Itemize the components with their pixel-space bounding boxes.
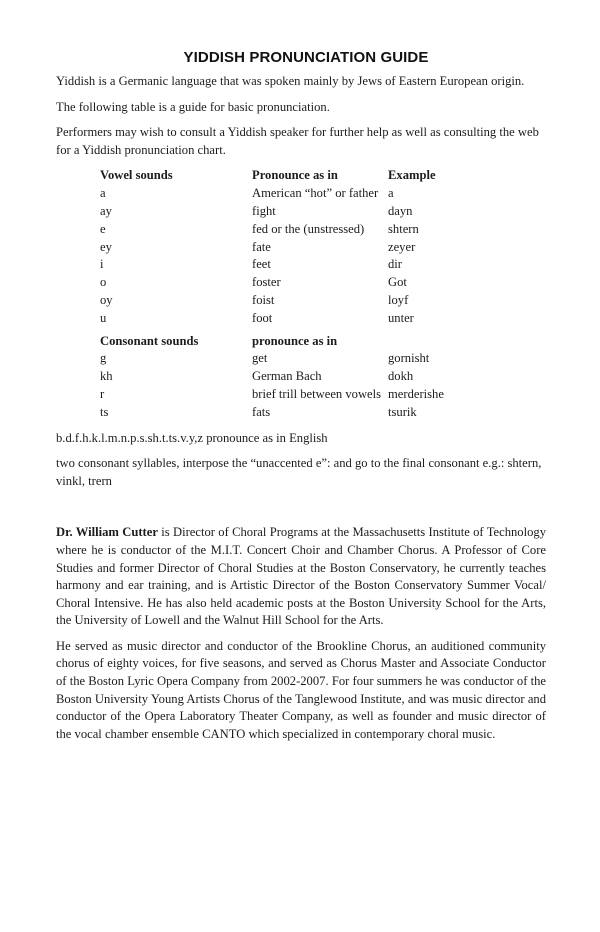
pronounce-cell: fed or the (unstressed) xyxy=(252,221,365,236)
sound-cell: ey xyxy=(100,239,112,254)
table-row xyxy=(100,239,498,257)
pronounce-cell: feet xyxy=(252,257,271,272)
sound-cell: r xyxy=(100,386,105,401)
note-paragraph: b.d.f.h.k.l.m.n.p.s.sh.t.ts.v.y,z pronounce as in English xyxy=(56,430,328,445)
example-cell: a xyxy=(388,186,394,201)
example-cell: dokh xyxy=(388,369,414,384)
page-title: YIDDISH PRONUNCIATION GUIDE xyxy=(183,49,429,66)
intro-paragraph: Yiddish is a Germanic language that was spoken mainly by Jews of Eastern European origin. xyxy=(56,74,525,88)
table-row xyxy=(100,221,498,239)
bio-text: is Director of Choral Programs at the Massachusetts Institute of Technology where he is conductor of the M.I.T. Concert Choir and Chamber Chorus. A Professor of Core Studies and former Director of Choral Studies at the Boston Conservatory, he currently teaches harmony and ear training, and is Artistic Director of the Boston Conservatory Summer Vocal/ Choral Intensive. He has also held academic posts at the Boston University School for the Arts, the University of Lowell and the Walnut Hill School for the Arts. xyxy=(56,525,546,628)
table-row xyxy=(100,404,498,422)
table-row xyxy=(100,350,498,368)
sound-cell: u xyxy=(100,310,107,325)
intro-paragraph: Performers may wish to consult a Yiddish speaker for further help as well as consulting the web for a Yiddish pronunciation chart. xyxy=(56,125,539,157)
pronounce-cell: brief trill between vowels xyxy=(252,386,382,401)
column-header: pronounce as in xyxy=(252,333,338,348)
pronounce-cell: get xyxy=(252,351,268,366)
sound-cell: i xyxy=(100,257,104,272)
note-paragraph: two consonant syllables, interpose the “unaccented e”: and go to the final consonant e.g.: shtern, vinkl, trern xyxy=(56,456,542,488)
column-header: Vowel sounds xyxy=(100,168,173,183)
pronounce-cell: fate xyxy=(252,239,271,254)
table-row xyxy=(100,310,498,328)
sound-cell: ay xyxy=(100,203,112,218)
example-cell: dir xyxy=(388,257,402,272)
table-row xyxy=(100,185,498,203)
pronounce-cell: fats xyxy=(252,404,271,419)
column-header: Example xyxy=(388,168,436,183)
example-cell: zeyer xyxy=(388,239,416,254)
vowel-header-row xyxy=(100,167,498,185)
intro-paragraph: The following table is a guide for basic pronunciation. xyxy=(56,99,330,114)
example-cell: loyf xyxy=(388,292,409,307)
sound-cell: oy xyxy=(100,292,113,307)
bio-paragraph xyxy=(56,524,546,630)
consonant-header-row xyxy=(100,328,498,351)
pronounce-cell: fight xyxy=(252,203,276,218)
table-row xyxy=(100,292,498,310)
pronounce-cell: American “hot” or father xyxy=(252,186,379,201)
column-header xyxy=(388,328,498,351)
sound-cell: ts xyxy=(100,404,109,419)
sound-cell: e xyxy=(100,221,106,236)
sound-cell: a xyxy=(100,186,106,201)
table-row xyxy=(100,368,498,386)
table-row xyxy=(100,256,498,274)
bio-paragraph: He served as music director and conductor of the Brookline Chorus, an auditioned community chorus of eighty voices, for five seasons, and served as Chorus Master and Associate Conductor of the Boston Lyric Opera Company from 2002-2007. For four summers he was conductor of the Boston University Young Artists Chorus of the Tanglewood Institute, and was music director and conductor of the Opera Laboratory Theater Company, as well as founder and music director of the vocal chamber ensemble CANTO which specialized in contemporary choral music. xyxy=(56,638,546,741)
column-header: Consonant sounds xyxy=(100,333,199,348)
example-cell: dayn xyxy=(388,203,413,218)
table-row xyxy=(100,386,498,404)
sound-cell: o xyxy=(100,275,107,290)
example-cell: gornisht xyxy=(388,351,430,366)
example-cell: unter xyxy=(388,310,414,325)
example-cell: tsurik xyxy=(388,404,417,419)
example-cell: Got xyxy=(388,275,407,290)
pronounce-cell: foster xyxy=(252,275,281,290)
pronounce-cell: foist xyxy=(252,292,275,307)
column-header: Pronounce as in xyxy=(252,168,338,183)
document-page xyxy=(56,48,546,751)
pronounce-cell: German Bach xyxy=(252,369,322,384)
example-cell: shtern xyxy=(388,221,419,236)
example-cell: merderishe xyxy=(388,386,444,401)
pronunciation-table xyxy=(100,167,498,421)
bio-name: Dr. William Cutter xyxy=(56,525,158,540)
sound-cell: kh xyxy=(100,369,113,384)
pronounce-cell: foot xyxy=(252,310,273,325)
table-row xyxy=(100,203,498,221)
sound-cell: g xyxy=(100,351,107,366)
table-row xyxy=(100,274,498,292)
section-spacer xyxy=(56,498,546,524)
